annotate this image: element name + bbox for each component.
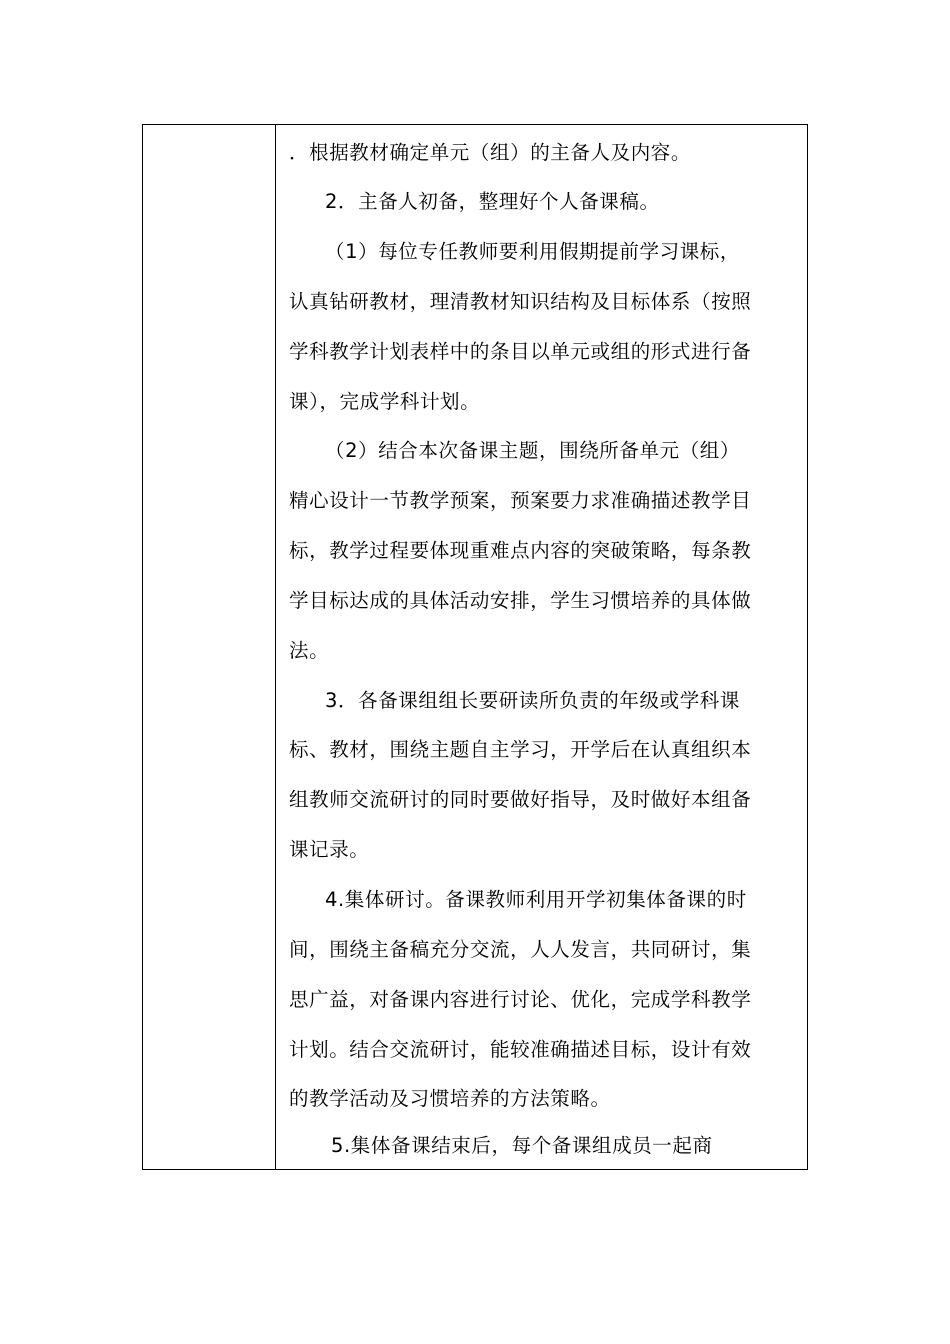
text-line: ．根据教材确定单元（组）的主备人及内容。	[289, 141, 692, 164]
text-line: 3．各备课组组长要研读所负责的年级或学科课	[325, 689, 741, 712]
table-right-cell	[277, 125, 807, 1169]
text-line: 认真钻研教材，理清教材知识结构及目标体系（按照	[289, 290, 752, 313]
text-line: 4.集体研讨。备课教师利用开学初集体备课的时	[325, 888, 747, 911]
text-line: 2．主备人初备，整理好个人备课稿。	[325, 190, 660, 213]
text-line: 计划。结合交流研讨，能较准确描述目标，设计有效	[289, 1038, 752, 1061]
text-line: 间，围绕主备稿充分交流，人人发言，共同研讨，集	[289, 938, 752, 961]
text-line: 课记录。	[289, 838, 370, 861]
content-table	[142, 124, 808, 1170]
text-line: 的教学活动及习惯培养的方法策略。	[289, 1087, 611, 1110]
text-line: 组教师交流研讨的同时要做好指导，及时做好本组备	[289, 788, 752, 811]
table-left-cell	[143, 125, 276, 1169]
text-line: 标、教材，围绕主题自主学习，开学后在认真组织本	[289, 738, 752, 761]
text-line: 法。	[289, 639, 330, 662]
text-line: （1）每位专任教师要利用假期提前学习课标，	[325, 240, 741, 263]
text-line: （2）结合本次备课主题，围绕所备单元（组）	[325, 439, 741, 462]
text-line: 学目标达成的具体活动安排，学生习惯培养的具体做	[289, 589, 752, 612]
text-line: 5.集体备课结束后，每个备课组成员一起商	[331, 1134, 713, 1157]
text-line: 标，教学过程要体现重难点内容的突破策略，每条教	[289, 539, 752, 562]
text-line: 精心设计一节教学预案，预案要力求准确描述教学目	[289, 489, 752, 512]
text-line: 学科教学计划表样中的条目以单元或组的形式进行备	[289, 340, 752, 363]
text-line: 课），完成学科计划。	[289, 390, 481, 413]
text-line: 思广益，对备课内容进行讨论、优化，完成学科教学	[289, 988, 752, 1011]
